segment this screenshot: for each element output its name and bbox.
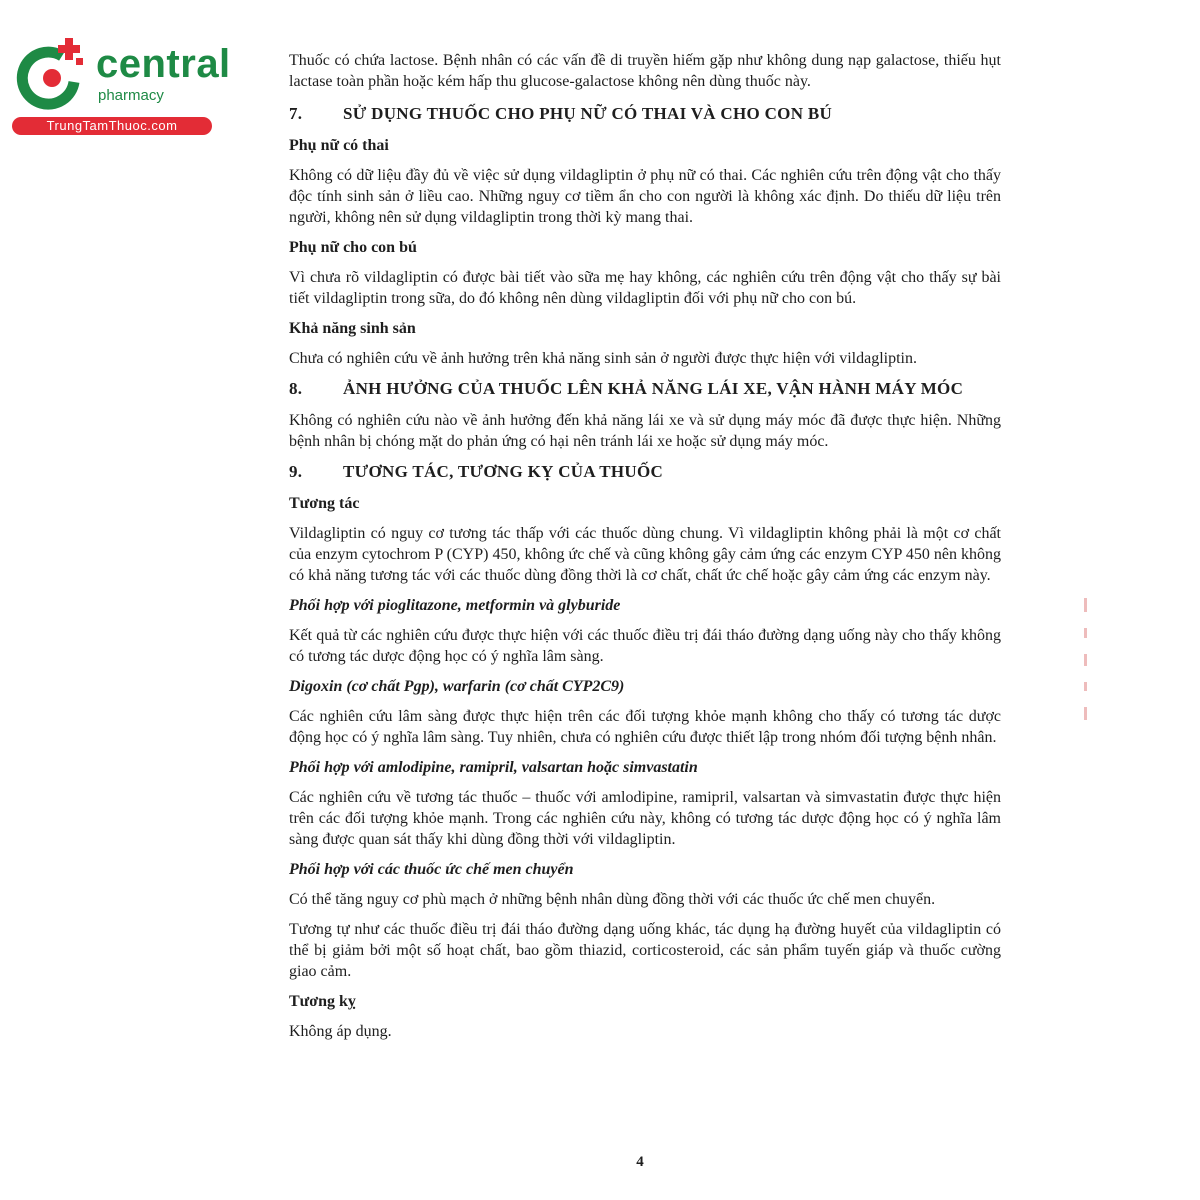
logo-wordmark: central: [96, 42, 231, 86]
logo-url-badge: TrungTamThuoc.com: [12, 117, 212, 135]
paragraph-interaction: Vildagliptin có nguy cơ tương tác thấp với các thuốc dùng chung. Vì vildagliptin không phải là một cơ chất của enzym cytochrom P (CYP) 450, không ức chế và cũng không gây cảm ứng các enzym CYP 450 nên không có khả năng tương tác với các thuốc dùng đồng thời là cơ chất, chất ức chế hoặc gây cảm ứng các enzym này.: [289, 525, 1001, 584]
section-title: TƯƠNG TÁC, TƯƠNG KỴ CỦA THUỐC: [343, 462, 664, 481]
paragraph-hypoglycemic-effect: Tương tự như các thuốc điều trị đái tháo đường dạng uống khác, tác dụng hạ đường huyết của vildagliptin có thể bị giảm bởi một số hoạt chất, bao gồm thiazid, corticosteroid, các sản phẩm tuyến giáp và thuốc cường giao cảm.: [289, 921, 1001, 980]
page-number: 4: [636, 1154, 644, 1170]
paragraph-combo-ace-inhibitors: Có thể tăng nguy cơ phù mạch ở những bệnh nhân dùng đồng thời với các thuốc ức chế men chuyển.: [289, 891, 936, 908]
paragraph-combo-amlodipine: Các nghiên cứu về tương tác thuốc – thuốc với amlodipine, ramipril, valsartan và simvastatin được thực hiện trên các đối tượng khỏe mạnh. Trong các nghiên cứu này, không có tương tác dược động học có ý nghĩa lâm sàng được quan sát thấy khi dùng đồng thời với vildagliptin.: [289, 789, 1001, 848]
intro-paragraph: Thuốc có chứa lactose. Bệnh nhân có các vấn đề di truyền hiếm gặp như không dung nạp galactose, thiếu hụt lactase toàn phần hoặc kém hấp thu glucose-galactose không nên dùng thuốc này.: [289, 52, 1001, 90]
paragraph-driving: Không có nghiên cứu nào về ảnh hưởng đến khả năng lái xe và sử dụng máy móc đã được thực hiện. Những bệnh nhân bị chóng mặt do phản ứng có hại nên tránh lái xe hoặc sử dụng máy móc.: [289, 412, 1001, 450]
central-pharmacy-logo[interactable]: [10, 36, 231, 136]
subheading-breastfeeding: Phụ nữ cho con bú: [289, 239, 417, 256]
subheading-interaction: Tương tác: [289, 495, 360, 512]
section-title: ẢNH HƯỞNG CỦA THUỐC LÊN KHẢ NĂNG LÁI XE, VẬN HÀNH MÁY MÓC: [343, 379, 964, 398]
faint-red-stamp-marks: [1080, 598, 1090, 748]
paragraph-pregnant: Không có dữ liệu đầy đủ về việc sử dụng vildagliptin ở phụ nữ có thai. Các nghiên cứu trên động vật cho thấy độc tính sinh sản ở liều cao. Những nguy cơ tiềm ẩn cho con người là không xác định. Do thiếu dữ liệu trên người, không nên sử dụng vildagliptin trong thời kỳ mang thai.: [289, 167, 1001, 226]
subheading-fertility: Khả năng sinh sản: [289, 320, 416, 337]
paragraph-combo-digoxin: Các nghiên cứu lâm sàng được thực hiện trên các đối tượng khỏe mạnh không cho thấy có tương tác dược động học có ý nghĩa lâm sàng. Tuy nhiên, chưa có nghiên cứu được thiết lập trong nhóm đối tượng bệnh nhân.: [289, 708, 1001, 746]
paragraph-breastfeeding: Vì chưa rõ vildagliptin có được bài tiết vào sữa mẹ hay không, các nghiên cứu trên động vật cho thấy sự bài tiết vildagliptin trong sữa, do đó không nên dùng vildagliptin đối với phụ nữ cho con bú.: [289, 269, 1001, 307]
pharmacy-cross-icon: [10, 36, 90, 116]
subheading-combo-amlodipine: Phối hợp với amlodipine, ramipril, valsartan hoặc simvastatin: [289, 759, 698, 776]
paragraph-incompatibility: Không áp dụng.: [289, 1023, 392, 1040]
section-title: SỬ DỤNG THUỐC CHO PHỤ NỮ CÓ THAI VÀ CHO CON BÚ: [343, 104, 833, 123]
section-8-heading: [289, 378, 1001, 399]
section-9-heading: [289, 461, 1001, 482]
section-number: 9.: [289, 462, 303, 481]
section-number: 7.: [289, 104, 303, 123]
subheading-pregnant: Phụ nữ có thai: [289, 137, 389, 154]
section-number: 8.: [289, 379, 303, 398]
paragraph-fertility: Chưa có nghiên cứu về ảnh hưởng trên khả năng sinh sản ở người được thực hiện với vildagliptin.: [289, 350, 917, 367]
section-7-heading: [289, 103, 1001, 124]
subheading-combo-digoxin: Digoxin (cơ chất Pgp), warfarin (cơ chất CYP2C9): [289, 678, 625, 695]
document-page: [289, 50, 1001, 1051]
subheading-combo-ace-inhibitors: Phối hợp với các thuốc ức chế men chuyển: [289, 861, 574, 878]
subheading-incompatibility: Tương kỵ: [289, 993, 356, 1010]
logo-subtitle: pharmacy: [98, 87, 164, 104]
paragraph-combo-pioglitazone: Kết quả từ các nghiên cứu được thực hiện với các thuốc điều trị đái tháo đường dạng uống này cho thấy không có tương tác dược động học có ý nghĩa lâm sàng.: [289, 627, 1001, 665]
subheading-combo-pioglitazone: Phối hợp với pioglitazone, metformin và glyburide: [289, 597, 621, 614]
